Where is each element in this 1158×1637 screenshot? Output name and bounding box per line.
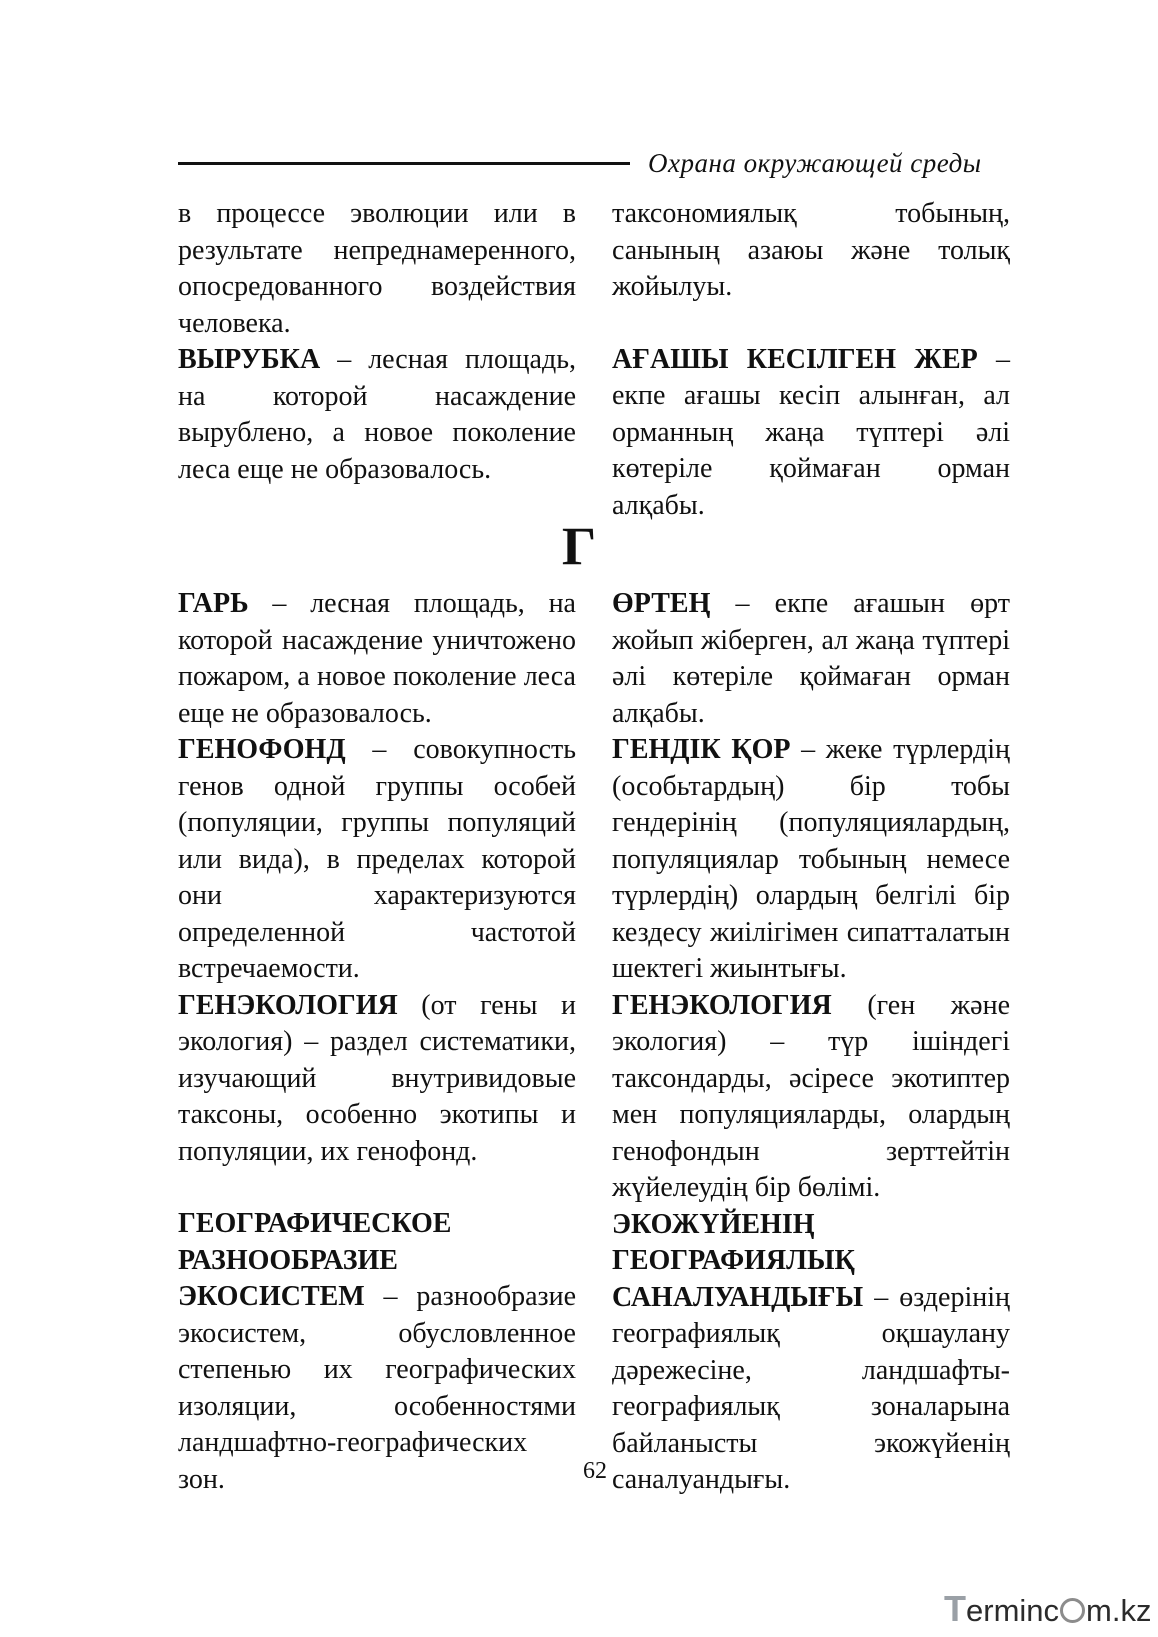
- entry-genekologiya-kk: [612, 988, 1010, 1207]
- entry-vyrubka: [178, 342, 576, 488]
- entry-term: АҒАШЫ КЕСІЛГЕН ЖЕР: [612, 343, 978, 375]
- entry-term: ГАРЬ: [178, 588, 249, 619]
- bottom-right-column: [612, 586, 1010, 1499]
- header-title: Охрана окружающей среды: [648, 148, 982, 178]
- entry-text: – лесная площадь, на которой насаждение вырублено, а новое поколение леса еще не образовалось.: [178, 344, 576, 485]
- entry-ekozhuienin-geografiyalyk: [612, 1207, 1010, 1499]
- watermark-logo: [944, 1588, 1151, 1628]
- entry-text: – екпе ағашы кесіп алынған, ал орманның жаңа түптері әлі көтеріле қоймаған орман алқабы.: [612, 343, 1010, 521]
- entry-term: ЭКОЖҮЙЕНІҢ ГЕОГРАФИЯЛЫҚ САНАЛУАНДЫҒЫ: [612, 1208, 864, 1313]
- entry-genekologiya: [178, 988, 576, 1171]
- entry-term: ӨРТЕҢ: [612, 588, 711, 619]
- entry-gendik-kor: [612, 732, 1010, 988]
- entry-text: – екпе ағашын өрт жойып жіберген, ал жаңа түптері әлі көтеріле қоймаған орман алқабы.: [612, 588, 1010, 729]
- watermark-t: T: [944, 1588, 966, 1629]
- entry-term: ГЕНОФОНД: [178, 734, 346, 765]
- entry-term: ГЕНЭКОЛОГИЯ: [612, 989, 832, 1021]
- entry-text: в процессе эволюции или в результате непреднамеренного, опосредованного воздействия человека.: [178, 198, 576, 339]
- entry-text: (ген және экология) – түр ішіндегі таксондарды, әсіресе экотиптер мен популяцияларды, олардың генофондын зерттейтін жүйелеудің бір бөлімі.: [612, 989, 1010, 1203]
- entry-text: – жеке түрлердің (особьтардың) бір тобы гендерінің (популяциялардың, популяциялар тобының немесе түрлердің) олардың белгілі бір кездесу жиілігімен сипатталатын шектегі жиынтығы.: [612, 734, 1010, 984]
- entry-continuation: [178, 196, 576, 342]
- entry-agashy-kesilgen-zher: [612, 342, 1010, 525]
- entry-term: ГЕНЭКОЛОГИЯ: [178, 989, 398, 1021]
- page-number: 62: [583, 1458, 607, 1484]
- entry-geograficheskoe-raznoobrazie: [178, 1206, 576, 1498]
- watermark-text-2: m.kz: [1086, 1593, 1152, 1628]
- entry-genofond: [178, 732, 576, 988]
- top-right-column: [612, 196, 1010, 524]
- header-rule: [178, 162, 630, 165]
- magnifier-o-icon: [1060, 1598, 1085, 1623]
- bottom-left-column: [178, 586, 576, 1498]
- entry-term: ГЕОГРАФИЧЕСКОЕ РАЗНООБРАЗИЕ ЭКОСИСТЕМ: [178, 1208, 452, 1312]
- entry-text: – разнообразие экосистем, обусловленное степенью их географических изоляции, особенностями ландшафтно-географических зон.: [178, 1281, 576, 1495]
- entry-text: – өздерінің географиялық оқшаулану дәрежесіне, ландшафты-географиялық зоналарына байланысты экожүйенің саналуандығы.: [612, 1281, 1010, 1495]
- entry-text: – лесная площадь, на которой насаждение уничтожено пожаром, а новое поколение леса еще не образовалось.: [178, 588, 576, 729]
- entry-text: таксономиялық тобының, санының азаюы және толық жойылуы.: [612, 198, 1010, 302]
- entry-gar: [178, 586, 576, 732]
- entry-text: (от гены и экология) – раздел систематики, изучающий внутривидовые таксоны, особенно экотипы и популяции, их генофонд.: [178, 989, 576, 1167]
- entry-continuation: [612, 196, 1010, 306]
- watermark-text-1: erminc: [966, 1593, 1060, 1628]
- top-left-column: [178, 196, 576, 488]
- entry-orten: [612, 586, 1010, 732]
- entry-text: – совокупность генов одной группы особей (популяции, группы популяций или вида), в пределах которой они характеризуются определенной частотой встречаемости.: [178, 734, 576, 984]
- entry-term: ГЕНДІК ҚОР: [612, 734, 791, 765]
- entry-term: ВЫРУБКА: [178, 344, 321, 375]
- section-letter: Г: [561, 516, 597, 576]
